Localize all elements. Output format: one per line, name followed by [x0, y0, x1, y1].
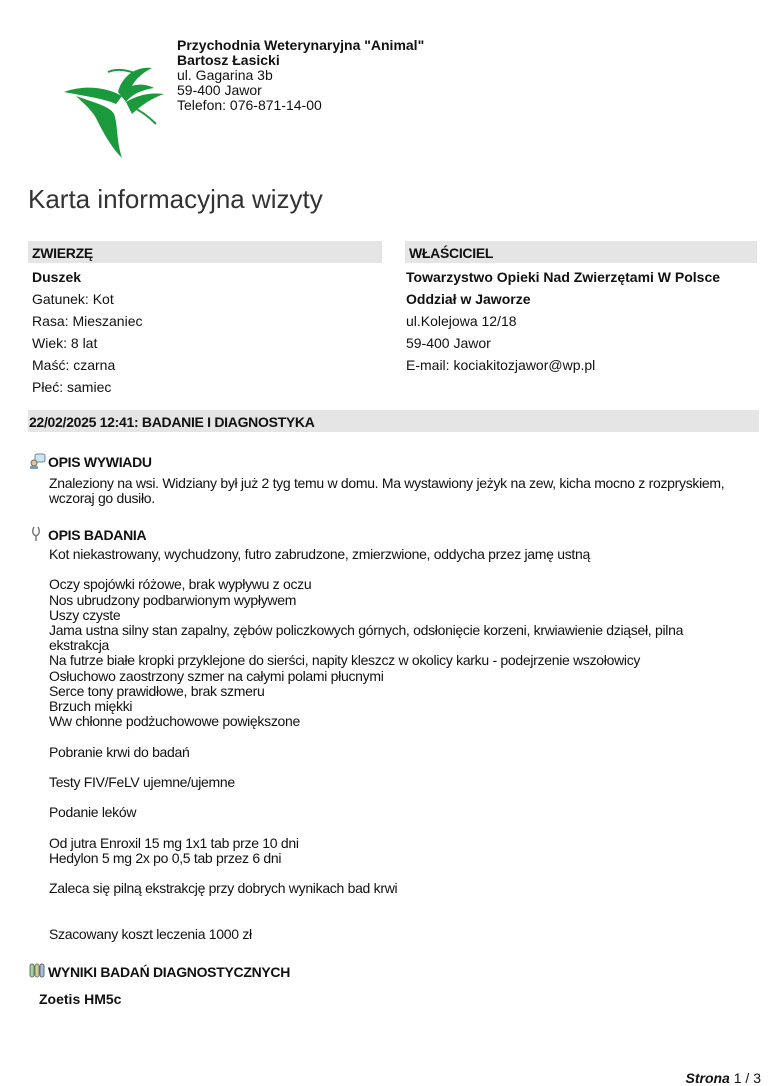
exam-line: Kot niekastrowany, wychudzony, futro zabrudzone, zmierzwione, oddycha przez jamę ustną: [49, 546, 590, 562]
page-number: 1: [733, 1070, 742, 1086]
clinic-city: 59-400 Jawor: [177, 82, 262, 98]
page-title: Karta informacyjna wizyty: [28, 184, 323, 214]
page-total: / 3: [745, 1070, 761, 1086]
exam-line: ekstrakcja: [49, 637, 110, 654]
exam-line: [49, 912, 761, 927]
exam-line: [49, 760, 761, 775]
page-label: Strona: [685, 1070, 730, 1086]
interview-text: [49, 476, 761, 506]
exam-line: Oczy spojówki różowe, brak wypływu z oczu: [49, 576, 312, 593]
animal-sex: Płeć: samiec: [32, 379, 112, 395]
exam-line: Serce tony prawidłowe, brak szmeru: [49, 682, 265, 699]
owner-email: E-mail: kociakitozjawor@wp.pl: [406, 357, 596, 373]
animal-breed: Rasa: Mieszaniec: [32, 313, 143, 329]
exam-line: [49, 790, 761, 805]
interview-title: OPIS WYWIADU: [48, 454, 152, 470]
test-tubes-icon: [28, 962, 46, 980]
owner-name-line1: Towarzystwo Opieki Nad Zwierzętami W Polsce: [406, 269, 721, 285]
exam-section-header: [28, 525, 146, 543]
exam-line: Podanie leków: [49, 804, 137, 821]
exam-line: [49, 866, 761, 881]
exam-line: Brzuch miękki: [49, 698, 133, 715]
clinic-info: [177, 38, 424, 113]
animal-name: Duszek: [32, 269, 82, 285]
stethoscope-icon: [28, 525, 46, 543]
exam-line: Nos ubrudzony podbarwionym wypływem: [49, 591, 297, 608]
page-indicator: [686, 1070, 762, 1086]
exam-line: Ww chłonne podżuchowowe powiększone: [49, 713, 300, 730]
exam-line: Szacowany koszt leczenia 1000 zł: [49, 925, 252, 942]
owner-details: [406, 266, 720, 376]
owner-name-line2: Oddział w Jaworze: [406, 291, 531, 307]
animal-age: Wiek: 8 lat: [32, 335, 98, 351]
interview-section-header: [28, 452, 152, 470]
clinic-name: Przychodnia Weterynaryjna "Animal": [177, 37, 425, 53]
clinic-street: ul. Gagarina 3b: [177, 67, 273, 83]
results-device: Zoetis HM5c: [39, 991, 122, 1007]
exam-line: [49, 897, 761, 912]
results-section-header: [28, 962, 290, 980]
animal-species: Gatunek: Kot: [32, 291, 114, 307]
exam-line: Osłuchowo zaostrzony szmer na całymi polami płucnymi: [49, 667, 384, 684]
interview-line: wczoraj go dusiło.: [49, 490, 155, 507]
results-title: WYNIKI BADAŃ DIAGNOSTYCZNYCH: [48, 964, 291, 980]
exam-text: [49, 547, 761, 942]
clinic-phone: Telefon: 076-871-14-00: [177, 97, 322, 113]
animal-header: ZWIERZĘ: [28, 241, 382, 263]
exam-line: [49, 821, 761, 836]
exam-line: Jama ustna silny stan zapalny, zębów policzkowych górnych, odsłonięcie korzeni, krwiawienie dziąseł, pilna: [49, 622, 684, 638]
owner-header: WŁAŚCICIEL: [405, 241, 757, 263]
owner-city: 59-400 Jawor: [406, 335, 491, 351]
interview-icon: [28, 452, 46, 470]
exam-line: Uszy czyste: [49, 606, 121, 623]
interview-line: Znaleziony na wsi. Widziany był już 2 tyg temu w domu. Ma wystawiony jeżyk na zew, kicha mocno z rozpryskiem,: [49, 475, 725, 491]
visit-header: 22/02/2025 12:41: BADANIE I DIAGNOSTYKA: [28, 410, 759, 432]
exam-title: OPIS BADANIA: [48, 527, 147, 543]
animal-details: [32, 266, 143, 398]
exam-line: Na futrze białe kropki przyklejone do sierści, napity kleszcz w okolicy karku - podejrzenie wszołowicy: [49, 652, 641, 669]
clinic-owner: Bartosz Łasicki: [177, 52, 280, 68]
exam-line: Testy FIV/FeLV ujemne/ujemne: [49, 774, 235, 790]
exam-line: Zaleca się pilną ekstrakcję przy dobrych wynikach bad krwi: [49, 880, 398, 897]
clinic-logo-icon: [56, 62, 166, 160]
owner-street: ul.Kolejowa 12/18: [406, 313, 517, 329]
animal-color: Maść: czarna: [32, 357, 116, 373]
exam-line: Pobranie krwi do badań: [49, 743, 190, 760]
exam-line: [49, 729, 761, 744]
exam-line: Hedylon 5 mg 2x po 0,5 tab przez 6 dni: [49, 849, 282, 866]
exam-line: Od jutra Enroxil 15 mg 1x1 tab prze 10 dni: [49, 834, 299, 851]
exam-line: [49, 562, 761, 577]
